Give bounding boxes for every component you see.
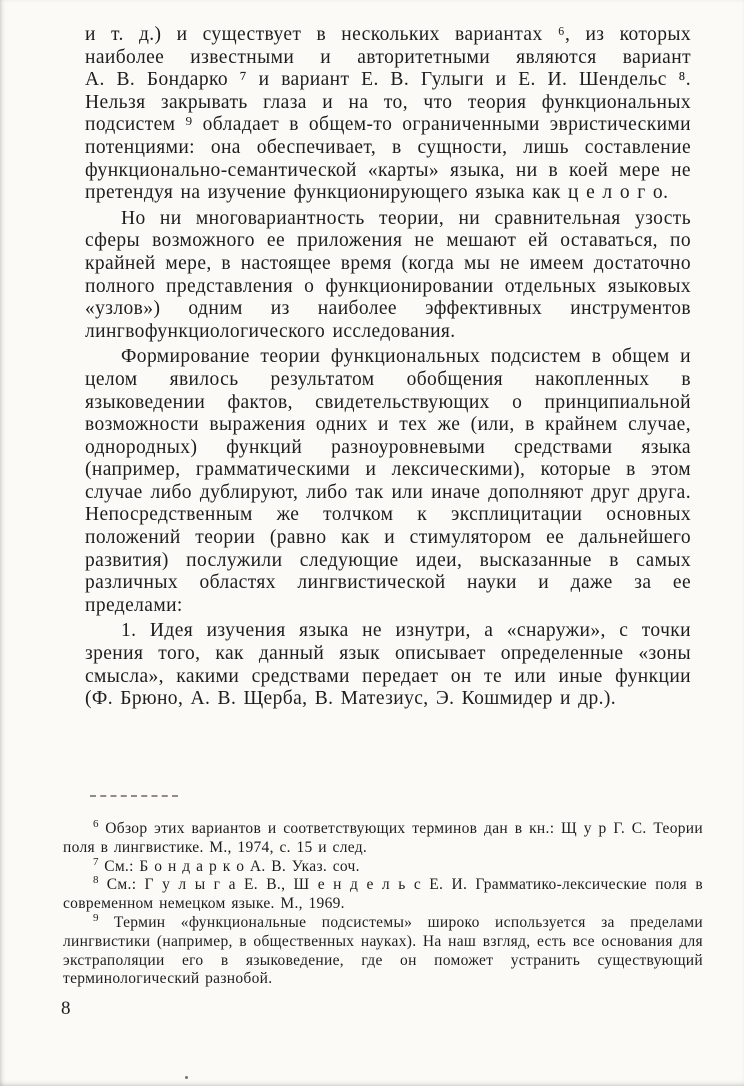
- footnote-text: Обзор этих вариантов и соответствующих терминов дан в кн.: Щ у р Г. С. Теории поля в лингвистике. М., 1974, с. 15 и след.: [63, 820, 704, 856]
- footnotes-block: [63, 817, 704, 989]
- footnote-text: См.: Г у л ы г а Е. В., Ш е н д е л ь с Е. И. Грамматико-лексические поля в современном немецком языке. М., 1969.: [63, 876, 703, 913]
- footnote-text: Термин «функциональные подсистемы» широко используется за пределами лингвистики (например, в общественных науках). На наш взгляд, есть все основания для экстраполяции его в языковедение, где он поможет устранить существующий терминологический разнобой.: [63, 913, 703, 988]
- footnote: [63, 855, 703, 877]
- footnote-text: См.: Б о н д а р к о А. В. Указ. соч.: [104, 857, 360, 875]
- main-text-block: [85, 24, 691, 714]
- page-number: 8: [61, 998, 71, 1019]
- footnote-marker: 9: [93, 911, 99, 924]
- footnote-separator-rule: [90, 795, 178, 797]
- footnote-marker: 7: [93, 855, 99, 868]
- footnote: [63, 911, 703, 989]
- footnote: [63, 817, 704, 858]
- paragraph-continuation: и т. д.) и существует в нескольких вариантах ⁶, из которых наиболее известными и авторитетными являются вариант А. В. Бондарко ⁷ и вариант Е. В. Гулыги и Е. И. Шендельс ⁸. Нельзя закрывать глаза и на то, что теория функциональных подсистем ⁹ обладает в общем-то ограниченными эвристическими потенциями: она обеспечивает, в сущности, лишь составление функционально-семантической «карты» языка, ни в коей мере не претендуя на изучение функционирующего языка как ц е л о г о.: [85, 24, 691, 204]
- paragraph: Но ни многовариантность теории, ни сравнительная узость сферы возможного ее приложения не мешают ей оставаться, по крайней мере, в настоящее время (когда мы не имеем достаточно полного представления о функционировании отдельных языковых «узлов») одним из наиболее эффективных инструментов лингвофункциологического исследования.: [85, 207, 691, 342]
- scan-speck: [185, 1076, 188, 1079]
- footnote-marker: 8: [93, 874, 99, 887]
- paragraph-numbered-item: 1. Идея изучения языка не изнутри, а «снаружи», с точки зрения того, как данный язык описывает определенные «зоны смысла», какими средствами передает он те или иные функции (Ф. Брюно, А. В. Щерба, В. Матезиус, Э. Кошмидер и др.).: [85, 620, 691, 710]
- footnote-marker: 6: [93, 817, 99, 830]
- footnote: [63, 876, 703, 914]
- paragraph: Формирование теории функциональных подсистем в общем и целом явилось результатом обобщения накопленных в языковедении фактов, свидетельствующих о принципиальной возможности выражения одних и тех же (или, в крайнем случае, однородных) функций разноуровневыми средствами языка (например, грамматическими и лексическими), которые в этом случае либо дублируют, либо так или иначе дополняют друг друга. Непосредственным же толчком к эксплицитации основных положений теории (равно как и стимулятором ее дальнейшего развития) послужили следующие идеи, высказанные в самых различных областях лингвистической науки и даже за ее пределами:: [85, 346, 691, 616]
